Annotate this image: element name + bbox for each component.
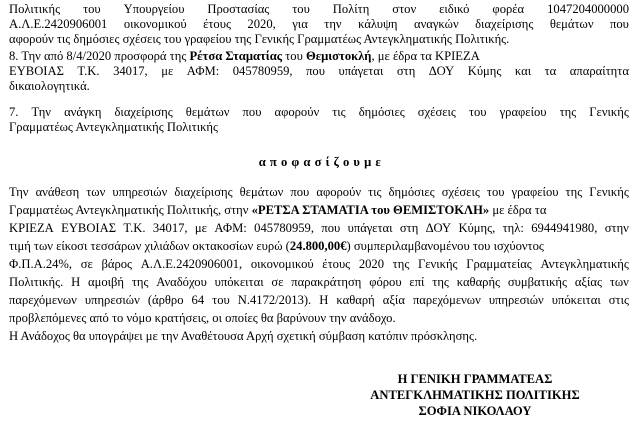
word: απαραίτητα — [569, 64, 629, 78]
word: υπηρεσιών — [488, 293, 544, 307]
word: Γραμματείας — [466, 257, 532, 271]
word: φορέα — [492, 2, 525, 16]
word: 045780959, — [254, 221, 314, 235]
word: στη — [399, 221, 419, 235]
word: υπόκειται — [551, 293, 601, 307]
word: Πολιτικής. — [9, 275, 64, 289]
word: που — [610, 17, 629, 31]
word: 64 — [191, 293, 205, 307]
word: καθαρή — [336, 293, 375, 307]
word: συμβατικής — [507, 275, 568, 289]
word: που — [321, 221, 341, 235]
word: Ν.4172/2013). — [237, 293, 312, 307]
decision-line: Γραμματέως Αντεγκληματικής Πολιτικής, στην «ΡΕΤΣΑ ΣΤΑΜΑΤΙΑ του ΘΕΜΙΣΤΟΚΛΗ» με έδρα τα — [9, 203, 547, 217]
word: Πολιτικής — [9, 2, 61, 16]
word: έτους — [203, 17, 231, 31]
word: τις — [368, 185, 382, 199]
decision-line — [9, 185, 629, 200]
item-7-line: Γραμματέως Αντεγκληματικής Πολιτικής — [9, 120, 219, 134]
word: της — [432, 275, 449, 289]
word: του — [468, 105, 487, 119]
word: επί — [409, 275, 425, 289]
word: Α.Λ.Ε.2420906001 — [9, 17, 108, 31]
word: σχέσεις — [441, 185, 480, 199]
contract-amount: 24.800,00€ — [289, 239, 347, 253]
word: παρεχόμενων — [412, 293, 481, 307]
word: αφορούν — [316, 185, 362, 199]
word: Τ.Κ. — [123, 221, 146, 235]
word: στον — [392, 2, 417, 16]
word: υπηρεσιών — [84, 293, 140, 307]
signature-title: ΑΝΤΕΓΚΛΗΜΑΤΙΚΗΣ ΠΟΛΙΤΙΚΗΣ — [370, 388, 580, 402]
word: ΔΟΥ — [425, 221, 452, 235]
decision-line — [9, 293, 629, 308]
decision-heading: α π ο φ α σ ί ζ ο υ μ ε — [258, 155, 382, 169]
word: στις — [608, 293, 629, 307]
decision-line — [9, 221, 629, 236]
word: του — [486, 185, 505, 199]
word: παρακράτηση — [291, 275, 362, 289]
word: του — [83, 2, 101, 16]
word: 045780959, — [232, 64, 293, 78]
word: Α.Λ.Ε.2420906001, — [140, 257, 243, 271]
word: των — [609, 275, 629, 289]
word: Αντεγκληματικής — [540, 257, 629, 271]
word: για — [292, 17, 308, 31]
word: της — [559, 105, 577, 119]
item-8-line — [9, 64, 629, 79]
word: θεμάτων — [185, 105, 230, 119]
word: που — [306, 64, 325, 78]
offeror-father-name: Θεμιστοκλή — [305, 49, 372, 63]
word: Φ.Π.Α.24%, — [9, 257, 73, 271]
word: υπάγεται — [347, 221, 393, 235]
word: γραφείου — [511, 185, 559, 199]
word: ανάγκη — [64, 105, 102, 119]
offeror-name: Ρέτσα Σταματίας — [189, 49, 283, 63]
word: που — [242, 105, 262, 119]
word: τις — [332, 105, 346, 119]
word: του — [212, 293, 230, 307]
word: Γενικής — [589, 185, 629, 199]
decision-line: προβλεπόμενες από το νόμο κρατήσεις, οι οποίες θα βαρύνουν την ανάδοχο. — [9, 311, 396, 325]
word: ΔΟΥ — [428, 64, 455, 78]
word: ΑΦΜ: — [186, 64, 220, 78]
word: διαχείρισης — [174, 185, 233, 199]
word: τα — [544, 64, 557, 78]
word: δημόσιες — [358, 105, 405, 119]
word: την — [324, 17, 342, 31]
word: οικονομικού — [250, 257, 314, 271]
word: (άρθρο — [147, 293, 184, 307]
word: Τ.Κ. — [77, 64, 100, 78]
word: 34017, — [152, 221, 188, 235]
word: ανάθεση — [35, 185, 80, 199]
word: σε — [271, 275, 284, 289]
word: 1047204000000 — [547, 2, 629, 16]
word: κάλυψη — [358, 17, 398, 31]
word: Την — [9, 185, 29, 199]
word: τηλ: — [502, 221, 524, 235]
contractor-name: «ΡΕΤΣΑ ΣΤΑΜΑΤΙΑ του ΘΕΜΙΣΤΟΚΛΗ» — [251, 203, 490, 217]
word: σε — [80, 257, 93, 271]
word: υπηρεσιών — [112, 185, 168, 199]
word: διαχείρισης — [114, 105, 173, 119]
paragraph-line — [9, 17, 629, 32]
word: και — [514, 64, 532, 78]
word: 34017, — [113, 64, 148, 78]
word: Γενικής — [417, 257, 458, 271]
word: που — [290, 185, 310, 199]
word: ΑΦΜ: — [214, 221, 247, 235]
word: στη — [396, 64, 416, 78]
word: αξία — [382, 293, 405, 307]
word: υπόκειται — [214, 275, 264, 289]
decision-line: Η Ανάδοχος θα υπογράψει με την Αναθέτουσα Αρχή σχετική σύμβαση κατόπιν πρόσκλησης. — [9, 329, 478, 343]
word: ΚΡΙΕΖΑ — [9, 221, 54, 235]
decision-line — [9, 257, 629, 272]
word: έτους — [322, 257, 351, 271]
word: ΕΥΒΟΙΑΣ — [9, 64, 64, 78]
signature-title: Η ΓΕΝΙΚΗ ΓΡΑΜΜΑΤΕΑΣ — [397, 372, 553, 386]
item-8-line: δικαιολογητικά. — [9, 79, 90, 93]
decision-line — [9, 275, 629, 290]
word: αφορούν — [274, 105, 320, 119]
word: αναγκών — [413, 17, 459, 31]
word: 2020 — [358, 257, 385, 271]
word: αμοιβή — [87, 275, 125, 289]
word: οικονομικού — [123, 17, 187, 31]
paragraph-line: αφορούν τις δημόσιες σχέσεις του γραφείου της Γενικής Γραμματέως Αντεγκληματικής Πολιτικής. — [9, 32, 510, 46]
word: παρεχόμενων — [9, 293, 77, 307]
word: του — [292, 2, 310, 16]
paragraph-line — [9, 2, 629, 17]
word: σχέσεις — [417, 105, 456, 119]
item-8-line: 8. Την από 8/4/2020 προσφορά της Ρέτσα Σταματίας του Θεμιστοκλή, με έδρα τα ΚΡΙΕΖΑ — [9, 49, 480, 63]
word: με — [161, 64, 174, 78]
word: 2020, — [247, 17, 276, 31]
word: Η — [71, 275, 81, 289]
word: Κύμης, — [458, 221, 496, 235]
word: της — [131, 275, 149, 289]
word: αξίας — [574, 275, 603, 289]
word: των — [86, 185, 106, 199]
word: υπάγεται — [338, 64, 384, 78]
word: Γενικής — [589, 105, 629, 119]
word: στην — [604, 221, 629, 235]
decision-line: τιμή των είκοσι τεσσάρων χιλιάδων οκτακοσίων ευρώ (24.800,00€) συμπεριλαμβανομένου του ισχύοντος — [9, 239, 544, 253]
item-7-line — [9, 105, 629, 120]
word: Πολίτη — [332, 2, 370, 16]
word: της — [565, 185, 583, 199]
word: διαχείρισης — [475, 17, 534, 31]
word: Υπουργείου — [123, 2, 185, 16]
word: Αναδόχου — [156, 275, 207, 289]
word: βάρος — [101, 257, 133, 271]
word: Την — [31, 105, 52, 119]
word: θεμάτων — [549, 17, 594, 31]
word: θεμάτων — [239, 185, 284, 199]
word: 6944941980, — [531, 221, 598, 235]
word: με — [194, 221, 207, 235]
word: ειδικό — [439, 2, 470, 16]
word: Προστασίας — [207, 2, 270, 16]
word: ΕΥΒΟΙΑΣ — [61, 221, 117, 235]
word: δημόσιες — [388, 185, 435, 199]
word: 7. — [9, 105, 19, 119]
word: Κύμης — [467, 64, 502, 78]
word: γραφείου — [499, 105, 547, 119]
word: καθαρής — [456, 275, 501, 289]
word: Η — [319, 293, 329, 307]
signature-name: ΣΟΦΙΑ ΝΙΚΟΛΑΟΥ — [418, 404, 532, 418]
word: φόρου — [369, 275, 402, 289]
word: της — [392, 257, 410, 271]
